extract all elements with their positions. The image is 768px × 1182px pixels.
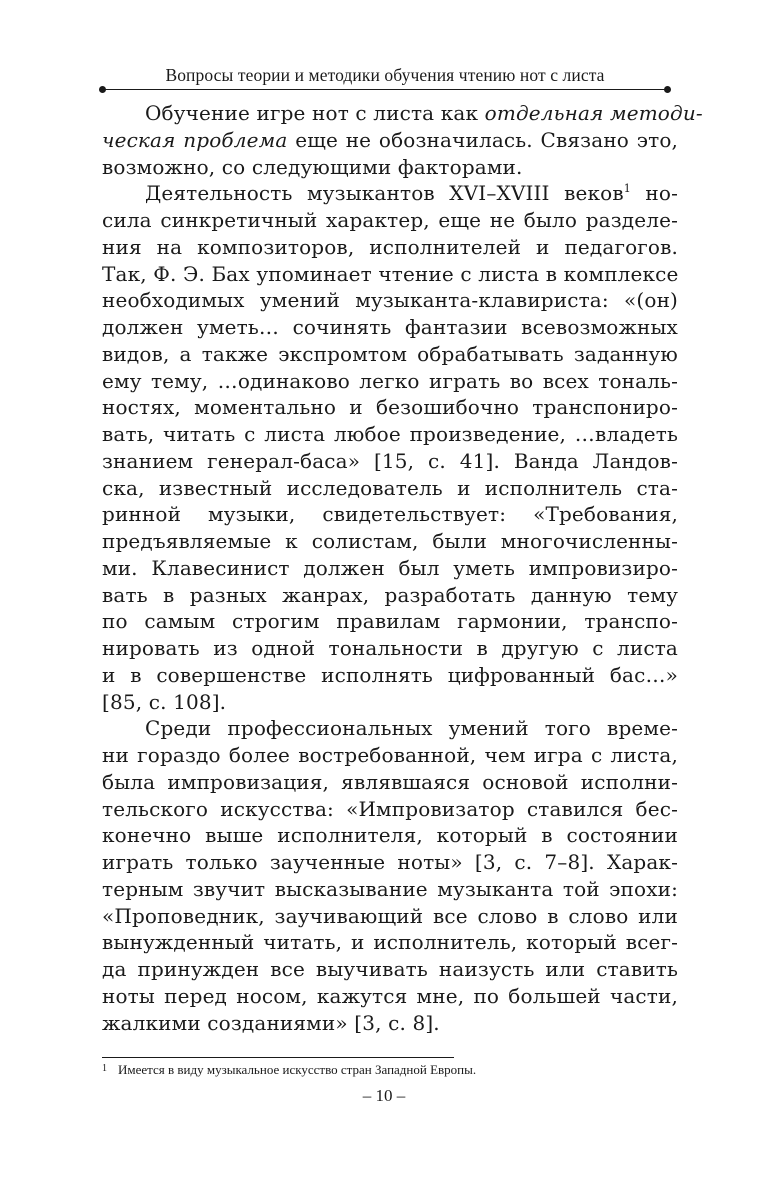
text-line (102, 983, 678, 1010)
text-line (102, 528, 678, 555)
text-line (102, 341, 678, 368)
text-line (102, 635, 678, 662)
line-text: конечно выше исполнителя, который в состоянии (102, 823, 678, 848)
line-text: необходимых умений музыканта-клавириста: «(он) (102, 288, 678, 313)
text-line (102, 475, 678, 502)
paragraph (102, 715, 678, 1036)
text-line (102, 876, 678, 903)
text-line (102, 394, 678, 421)
line-text: терным звучит высказывание музыканта той эпохи: (102, 876, 678, 901)
text-line (102, 769, 678, 796)
line-text: тельского искусства: «Импровизатор ставился бес- (102, 796, 678, 821)
line-text: «Проповедник, заучивающий все слово в слово или (102, 903, 678, 928)
line-text: возможно, со следующими факторами. (102, 154, 523, 179)
line-text: знанием генерал-баса» [15, с. 41]. Ванда Ландов- (102, 448, 678, 473)
head-rule (102, 89, 668, 90)
body-text (102, 100, 703, 1036)
footnote-reference: 1 (623, 182, 631, 196)
text-line (102, 100, 703, 127)
head-rule-right-dot (664, 86, 671, 93)
line-text: вынужденный читать, и исполнитель, который всег- (102, 930, 678, 955)
line-text: Обучение игре нот с листа как (145, 101, 485, 125)
footnote (102, 1059, 678, 1080)
text-line (102, 234, 678, 261)
text-line (102, 180, 678, 207)
text-line (102, 582, 678, 609)
text-line (102, 501, 678, 528)
text-line (102, 368, 678, 395)
line-text: была импровизация, являвшаяся основой исполни- (102, 769, 678, 794)
line-text: ни гораздо более востребованной, чем игра с листа, (102, 743, 678, 767)
line-text: да принужден все выучивать наизусть или ставить (102, 957, 678, 981)
text-line (102, 929, 678, 956)
line-text: но- (630, 181, 678, 206)
line-text: ска, известный исследователь и исполнитель ста- (102, 475, 678, 500)
text-line (102, 849, 678, 876)
line-text: сила синкретичный характер, еще не было разделе- (102, 208, 678, 232)
footnote-mark: 1 (102, 1063, 107, 1074)
text-line (102, 742, 678, 769)
text-line (102, 822, 678, 849)
line-text: ностях, моментально и безошибочно транспониро- (102, 395, 678, 420)
line-text: Деятельность музыкантов XVI–XVIII веков (145, 181, 624, 206)
running-head: Вопросы теории и методики обучения чтению нот с листа (165, 65, 605, 85)
line-text: ния на композиторов, исполнителей и педагогов. (102, 234, 678, 259)
text-line (102, 555, 678, 582)
line-text: [85, с. 108]. (102, 689, 227, 714)
line-text: ми. Клавесинист должен был уметь импровизиро- (102, 555, 678, 580)
line-text: ринной музыки, свидетельствует: «Требования, (102, 502, 678, 527)
line-text: видов, а также экспромтом обрабатывать заданную (102, 341, 678, 366)
line-text: вать, читать с листа любое произведение, …владеть (102, 422, 678, 446)
text-line (102, 207, 678, 234)
line-text: Так, Ф. Э. Бах упоминает чтение с листа в комплексе (102, 261, 679, 286)
line-text: вать в разных жанрах, разработать данную тему (102, 582, 678, 607)
text-line (102, 689, 678, 716)
line-text: еще не обозначилась. Связано это, (287, 127, 679, 152)
line-text: жалкими созданиями» [3, с. 8]. (102, 1010, 440, 1035)
text-line (102, 956, 678, 983)
text-line (102, 314, 678, 341)
paragraph (102, 180, 678, 715)
text-line (102, 715, 678, 742)
line-text: Среди профессиональных умений того време- (145, 716, 678, 741)
line-text: нировать из одной тональности в другую с листа (102, 636, 678, 660)
text-line (102, 127, 678, 154)
emphasis-text: ческая проблема (102, 127, 288, 152)
line-text: ноты перед носом, кажутся мне, по большей части, (102, 983, 678, 1008)
text-line (102, 796, 678, 823)
paragraph (102, 100, 703, 180)
line-text: предъявляемые к солистам, были многочисленны- (102, 529, 678, 553)
text-line (102, 903, 678, 930)
footnote-text: Имеется в виду музыкальное искусство стран Западной Европы. (118, 1062, 477, 1077)
line-text: играть только заученные ноты» [3, с. 7–8]. Харак- (102, 850, 678, 874)
text-line (102, 608, 678, 635)
text-line (102, 448, 678, 475)
line-text: ему тему, …одинаково легко играть во всех тональ- (102, 368, 678, 393)
text-line (102, 662, 678, 689)
text-line (102, 1010, 678, 1037)
text-line (102, 421, 678, 448)
text-line (102, 287, 678, 314)
page-number: – 10 – (362, 1086, 406, 1105)
text-line (102, 154, 678, 181)
footnote-rule (102, 1057, 454, 1058)
line-text: по самым строгим правилам гармонии, транспо- (102, 609, 678, 634)
emphasis-text: отдельная методи- (484, 101, 703, 125)
line-text: и в совершенстве исполнять цифрованный бас…» (102, 662, 678, 687)
line-text: должен уметь… сочинять фантазии всевозможных (102, 315, 678, 339)
text-line (102, 261, 678, 288)
